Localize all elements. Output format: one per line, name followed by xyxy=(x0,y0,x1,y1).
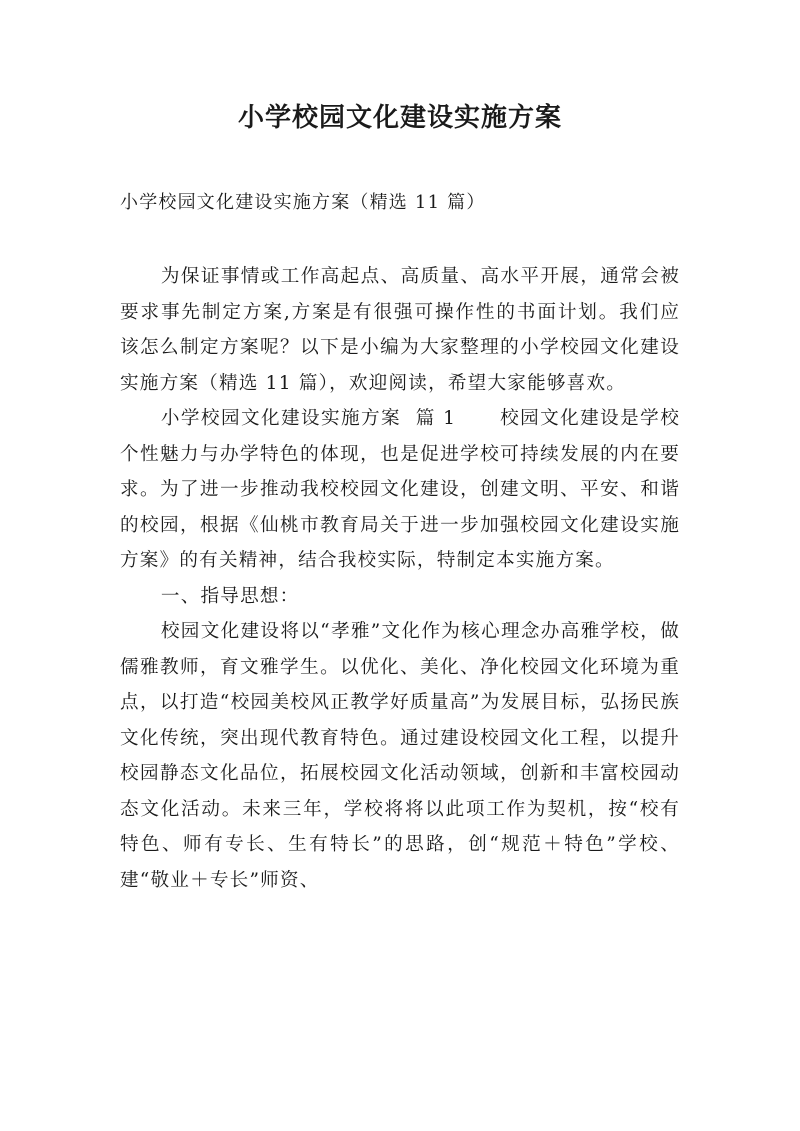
paragraph-section-1: 小学校园文化建设实施方案 篇 1 校园文化建设是学校个性魅力与办学特色的体现，也是促进学校可持续发展的内在要求。为了进一步推动我校校园文化建设，创建文明、平安、和谐的校园，根据《仙桃市教育局关于进一步加强校园文化建设实施方案》的有关精神，结合我校实际，特制定本实施方案。 xyxy=(120,408,680,571)
heading-guiding-thought: 一、指导思想： xyxy=(160,585,300,607)
document-title: 小学校园文化建设实施方案 xyxy=(237,103,562,133)
paragraph-guiding-thought: 校园文化建设将以“孝雅”文化作为核心理念办高雅学校，做儒雅教师，育文雅学生。以优化、美化、净化校园文化环境为重点，以打造“校园美校风正教学好质量高”为发展目标，弘扬民族文化传统，突出现代教育特色。通过建设校园文化工程，以提升校园静态文化品位，拓展校园文化活动领域，创新和丰富校园动态文化活动。未来三年，学校将将以此项工作为契机，按“校有特色、师有专长、生有特长”的思路，创“规范＋特色”学校、建“敬业＋专长”师资、 xyxy=(120,621,680,891)
paragraph-intro: 为保证事情或工作高起点、高质量、高水平开展，通常会被要求事先制定方案,方案是有很强可操作性的书面计划。我们应该怎么制定方案呢？以下是小编为大家整理的小学校园文化建设实施方案（精选 11 篇），欢迎阅读，希望大家能够喜欢。 xyxy=(120,266,680,394)
document-body xyxy=(120,259,680,898)
document-subtitle: 小学校园文化建设实施方案（精选 11 篇） xyxy=(120,192,486,213)
